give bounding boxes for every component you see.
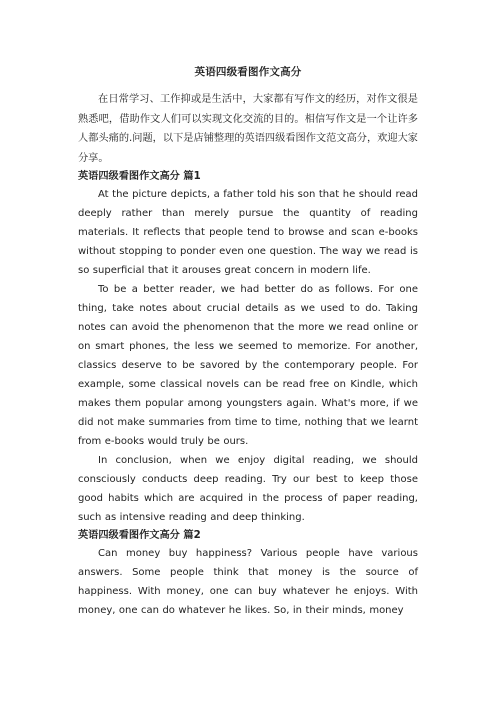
section-heading: 英语四级看图作文高分 篇1 <box>78 171 201 182</box>
document-page <box>78 0 418 620</box>
body-paragraph: In conclusion, when we enjoy digital reading, we should consciously conducts deep reading. Try our best to keep those good habits which are acquired in the process of paper reading, such as intensive reading and deep thinking. <box>78 455 418 523</box>
body-paragraph: Can money buy happiness? Various people have various answers. Some people think that money is the source of happiness. With money, one can buy whatever he enjoys. With money, one can do whatever he likes. So, in their minds, money <box>78 548 418 616</box>
essay-section-1 <box>78 168 418 527</box>
body-paragraph: To be a better reader, we had better do as follows. For one thing, take notes about crucial details as we used to do. Taking notes can avoid the phenomenon that the more we read online or on smart phones, the less we seemed to memorize. For another, classics deserve to be savored by the contemporary people. For example, some classical novels can be read free on Kindle, which makes them popular among youngsters again. What's more, if we did not make summaries from time to time, nothing that we learnt from e-books would truly be ours. <box>78 284 418 447</box>
intro-paragraph: 在日常学习、工作抑或是生活中，大家都有写作文的经历，对作文很是熟悉吧，借助作文人们可以实现文化交流的目的。相信写作文是一个让许多人都头痛的.问题，以下是店铺整理的英语四级看图作文范文高分，欢迎大家分享。 <box>78 94 418 164</box>
section-heading: 英语四级看图作文高分 篇2 <box>78 530 201 541</box>
body-paragraph: At the picture depicts, a father told his son that he should read deeply rather than merely pursue the quantity of reading materials. It reflects that people tend to browse and scan e-books without stopping to ponder even one question. The way we read is so superficial that it arouses great concern in modern life. <box>78 189 418 276</box>
essay-section-2 <box>78 527 418 620</box>
document-title: 英语四级看图作文高分 <box>194 66 302 78</box>
